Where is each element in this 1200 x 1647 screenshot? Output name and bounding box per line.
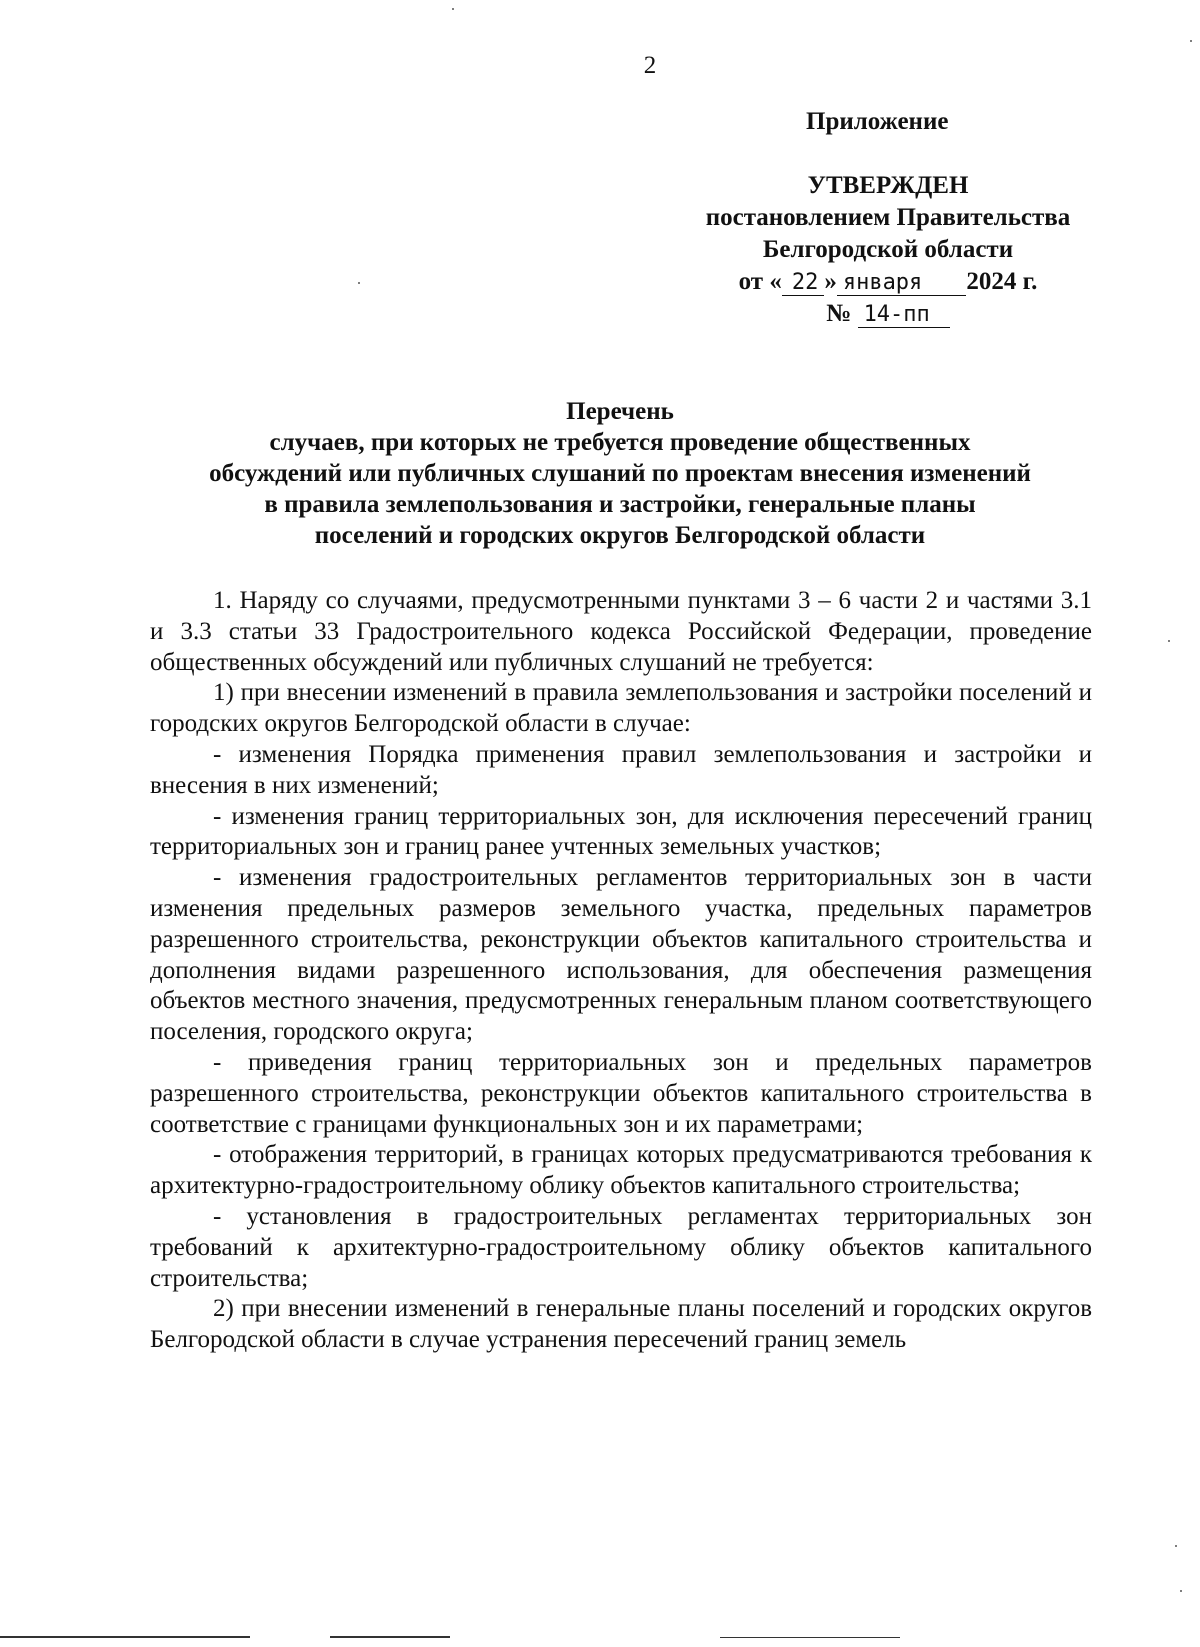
scan-edge-line: [330, 1636, 450, 1638]
date-year: 2024 г.: [966, 268, 1038, 295]
document-title: [150, 396, 1090, 551]
date-month: января: [837, 271, 966, 296]
paragraph-subitem-1: 1) при внесении изменений в правила землепользования и застройки поселений и городских округов Белгородской области в случае:: [150, 679, 1092, 738]
page-number: 2: [643, 52, 657, 79]
date-day: 22: [782, 271, 825, 296]
approval-block: [668, 170, 1108, 330]
scan-speck: [1190, 40, 1192, 42]
scan-speck: [452, 8, 454, 10]
date-quote-close: »: [824, 268, 837, 295]
approval-number-line: [668, 298, 1108, 330]
paragraph-bullet-2: - изменения границ территориальных зон, для исключения пересечений границ территориальных зон и границ ранее учтенных земельных участков;: [150, 802, 1092, 861]
number-value: 14-пп: [858, 303, 950, 328]
paragraph-bullet-4: - приведения границ территориальных зон и предельных параметров разрешенного строительства, реконструкции объектов капитального строительства в соответствие с границами функциональных зон и их параметрами;: [150, 1048, 1092, 1138]
paragraph-bullet-3: - изменения градостроительных регламентов территориальных зон в части изменения предельных размеров земельного участка, предельных параметров разрешенного строительства, реконструкции объектов капитального строительства и дополнения видами разрешенного использования, для обеспечения размещения объектов местного значения, предусмотренных генеральным планом соответствующего поселения, городского округа;: [150, 864, 1092, 1046]
title-line-2: обсуждений или публичных слушаний по проектам внесения изменений: [209, 460, 1031, 487]
scan-speck: [1180, 1590, 1182, 1592]
scan-edge-line: [720, 1637, 900, 1638]
title-line-3: в правила землепользования и застройки, генеральные планы: [264, 491, 976, 518]
appendix-label: Приложение: [806, 108, 949, 135]
scan-speck: [358, 282, 360, 284]
paragraph-bullet-6: - установления в градостроительных регламентах территориальных зон требований к архитектурно-градостроительному облику объектов капитального строительства;: [150, 1202, 1092, 1292]
approved-region-line: Белгородской области: [762, 236, 1014, 263]
scan-edge-line: [0, 1636, 250, 1638]
approved-label: УТВЕРЖДЕН: [807, 172, 969, 199]
paragraph-bullet-5: - отображения территорий, в границах которых предусматриваются требования к архитектурно-градостроительному облику объектов капитального строительства;: [150, 1141, 1092, 1200]
title-line-4: поселений и городских округов Белгородской области: [314, 522, 926, 549]
title-heading: Перечень: [566, 398, 674, 425]
approval-date-line: [668, 266, 1108, 298]
paragraph-item-1: 1. Наряду со случаями, предусмотренными пунктами 3 – 6 части 2 и частями 3.1 и 3.3 статьи 33 Градостроительного кодекса Российской Федерации, проведение общественных обсуждений или публичных слушаний не требуется:: [150, 587, 1092, 676]
scan-speck: [1168, 640, 1170, 642]
scan-speck: [1175, 1545, 1177, 1547]
number-prefix: №: [826, 300, 852, 327]
title-line-1: случаев, при которых не требуется проведение общественных: [269, 429, 971, 456]
paragraph-bullet-1: - изменения Порядка применения правил землепользования и застройки и внесения в них изменений;: [150, 740, 1092, 799]
paragraph-subitem-2: 2) при внесении изменений в генеральные планы поселений и городских округов Белгородской области в случае устранения пересечений границ земель: [150, 1295, 1092, 1354]
approved-by-line: постановлением Правительства: [705, 204, 1071, 231]
document-body: [150, 586, 1092, 1356]
date-prefix: от «: [738, 268, 782, 295]
